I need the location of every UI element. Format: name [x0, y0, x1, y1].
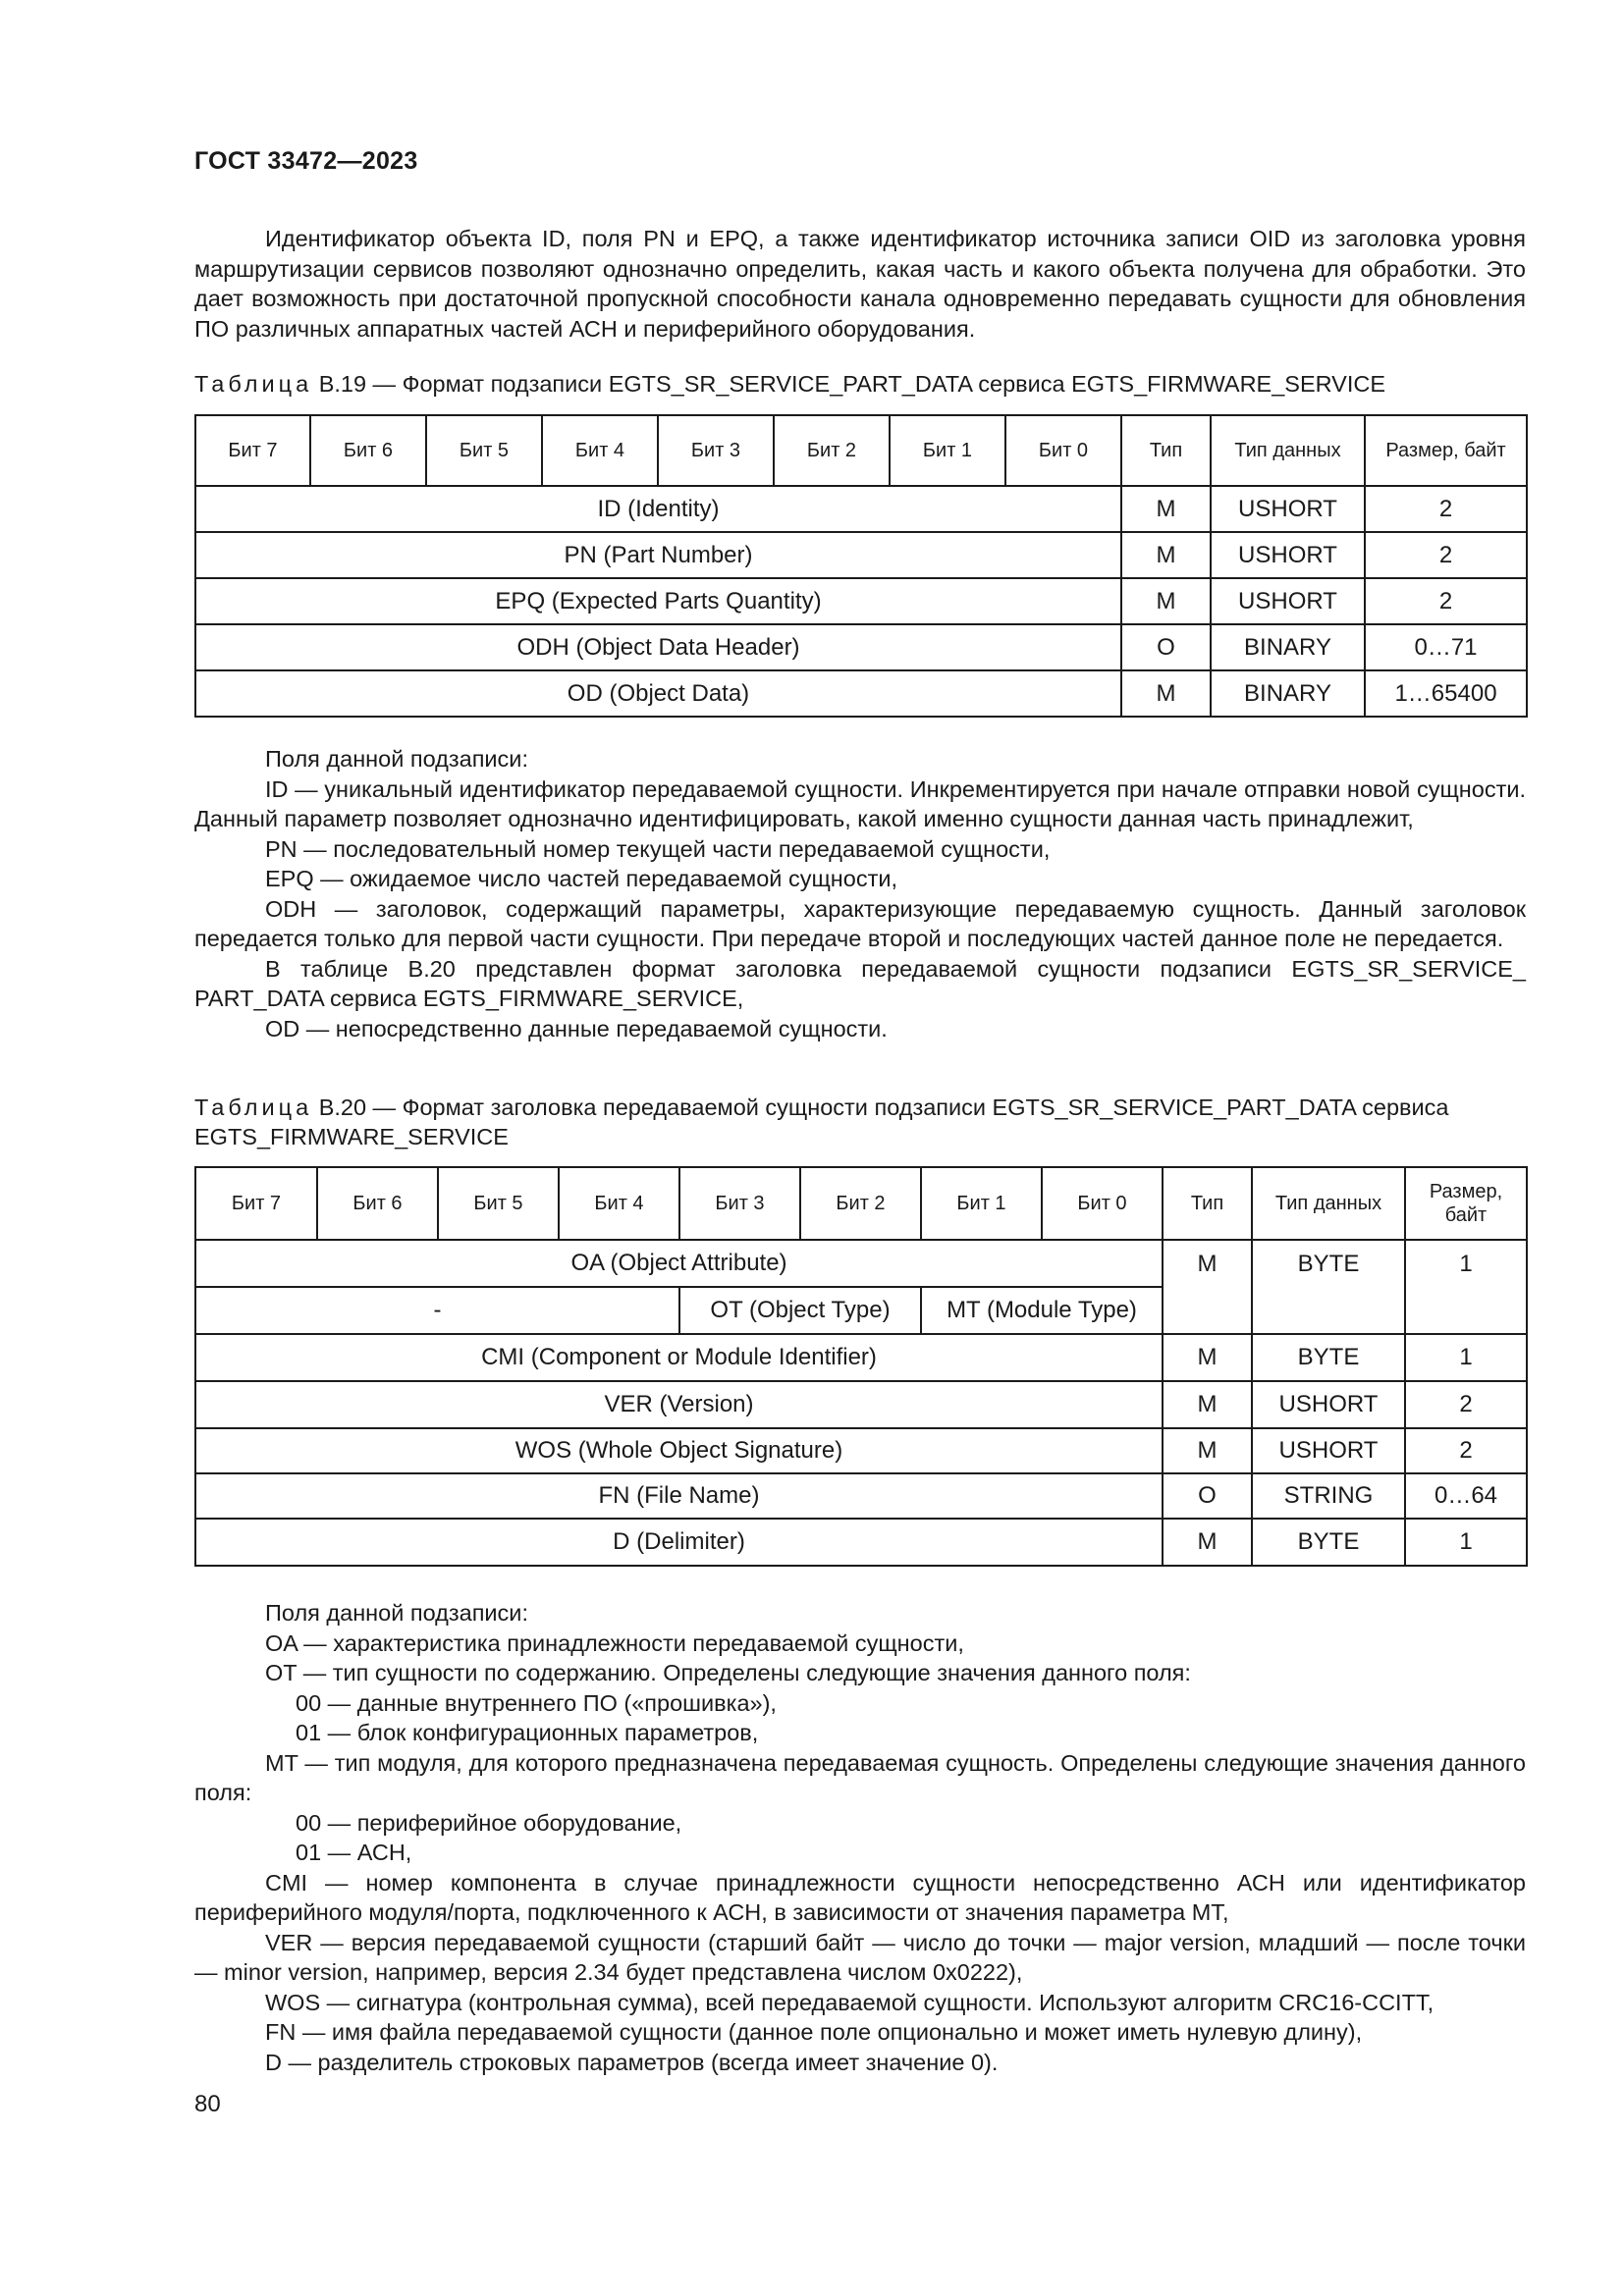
field-data-type: BYTE — [1252, 1519, 1405, 1566]
field-data-type: BINARY — [1211, 624, 1365, 670]
desc-oa: OA — характеристика принадлежности передаваемой сущности, — [265, 1629, 964, 1656]
table-b19-field-descriptions — [194, 744, 1526, 1043]
header-bit3: Бит 3 — [679, 1167, 800, 1240]
object-type-bits: OT (Object Type) — [679, 1287, 921, 1334]
field-name: VER (Version) — [195, 1381, 1163, 1428]
table-row — [195, 1240, 1527, 1287]
header-bit5: Бит 5 — [426, 415, 542, 486]
document-header: ГОСТ 33472—2023 — [194, 147, 418, 175]
table-row — [195, 1519, 1527, 1566]
field-type: O — [1163, 1473, 1252, 1519]
header-bit4: Бит 4 — [542, 415, 658, 486]
module-type-bits: MT (Module Type) — [921, 1287, 1163, 1334]
table-row — [195, 670, 1527, 717]
field-data-type: BINARY — [1211, 670, 1365, 717]
table-header-row — [195, 415, 1527, 486]
desc-id: ID — уникальный идентификатор передаваемой сущности. Инкрементируется при начале отправки новой сущности. Данный параметр позволяет однозначно идентифицировать, какой именно сущности данная часть принадлежит, — [194, 775, 1526, 831]
field-name: OD (Object Data) — [195, 670, 1121, 717]
intro-paragraph: Идентификатор объекта ID, поля PN и EPQ, а также идентификатор источника записи OID из заголовка уровня маршрутизации сервисов позволяют однозначно определить, какая часть и какого объекта получена для обработки. Это дает возможность при достаточной пропускной способности канала одновременно передавать сущности для обновления ПО различных аппаратных частей АСН и периферийного оборудования. — [194, 226, 1526, 342]
header-bit0: Бит 0 — [1005, 415, 1121, 486]
field-type: M — [1163, 1519, 1252, 1566]
table-row — [195, 486, 1527, 532]
field-name: EPQ (Expected Parts Quantity) — [195, 578, 1121, 624]
field-name: ODH (Object Data Header) — [195, 624, 1121, 670]
table-b19 — [194, 414, 1528, 718]
field-type: M — [1163, 1428, 1252, 1473]
field-size: 2 — [1365, 532, 1527, 578]
header-bit1: Бит 1 — [890, 415, 1005, 486]
desc-cmi: CMI — номер компонента в случае принадлежности сущности непосредственно АСН или идентификатор периферийного модуля/порта, подключенного к АСН, в зависимости от значения параметра MT, — [194, 1869, 1526, 1925]
field-size: 0…71 — [1365, 624, 1527, 670]
field-size: 2 — [1365, 578, 1527, 624]
field-data-type: STRING — [1252, 1473, 1405, 1519]
field-data-type: USHORT — [1211, 578, 1365, 624]
field-size: 2 — [1405, 1428, 1527, 1473]
header-size: Размер, байт — [1365, 415, 1527, 486]
header-bit7: Бит 7 — [195, 415, 310, 486]
table-row — [195, 624, 1527, 670]
field-data-type: USHORT — [1252, 1381, 1405, 1428]
caption-text: В.20 — Формат заголовка передаваемой сущности подзаписи EGTS_SR_SERVICE_PART_DATA сервиса EGTS_FIRMWARE_SERVICE — [194, 1095, 1449, 1149]
header-bit5: Бит 5 — [438, 1167, 559, 1240]
field-type: M — [1121, 532, 1211, 578]
field-size: 1 — [1405, 1334, 1527, 1381]
desc-mt: MT — тип модуля, для которого предназначена передаваемая сущность. Определены следующие значения данного поля: — [194, 1749, 1526, 1805]
field-name: CMI (Component or Module Identifier) — [195, 1334, 1163, 1381]
field-type: M — [1121, 486, 1211, 532]
field-size: 1 — [1405, 1240, 1527, 1334]
desc-wos: WOS — сигнатура (контрольная сумма), всей передаваемой сущности. Используют алгоритм CRC16-CCITT, — [265, 1989, 1435, 2015]
desc-intro: Поля данной подзаписи: — [265, 746, 528, 772]
header-bit6: Бит 6 — [310, 415, 426, 486]
table-b20-field-descriptions — [194, 1598, 1526, 2077]
table-b19-caption — [194, 369, 1526, 399]
desc-intro: Поля данной подзаписи: — [265, 1600, 528, 1626]
table-row — [195, 1473, 1527, 1519]
header-bit2: Бит 2 — [774, 415, 890, 486]
table-row — [195, 578, 1527, 624]
header-type: Тип — [1121, 415, 1211, 486]
desc-fn: FN — имя файла передаваемой сущности (данное поле опционально и может иметь нулевую длину), — [265, 2019, 1363, 2045]
table-b20 — [194, 1166, 1528, 1567]
header-data-type: Тип данных — [1211, 415, 1365, 486]
field-size: 2 — [1405, 1381, 1527, 1428]
table-header-row — [195, 1167, 1527, 1240]
header-size: Размер, байт — [1405, 1167, 1527, 1240]
field-size: 1 — [1405, 1519, 1527, 1566]
desc-odh: ODH — заголовок, содержащий параметры, характеризующие передаваемую сущность. Данный заголовок передается только для первой части сущности. При передаче второй и последующих частей данное поле не передается. — [194, 895, 1526, 951]
desc-ot-00: 00 — данные внутреннего ПО («прошивка»), — [296, 1689, 777, 1716]
header-bit7: Бит 7 — [195, 1167, 317, 1240]
field-name: WOS (Whole Object Signature) — [195, 1428, 1163, 1473]
desc-d: D — разделитель строковых параметров (всегда имеет значение 0). — [265, 2049, 999, 2075]
table-row — [195, 1381, 1527, 1428]
desc-mt-01: 01 — АСН, — [296, 1840, 412, 1865]
table-b20-caption — [194, 1093, 1526, 1151]
header-bit4: Бит 4 — [559, 1167, 679, 1240]
field-size: 1…65400 — [1365, 670, 1527, 717]
desc-ot-01: 01 — блок конфигурационных параметров, — [296, 1720, 759, 1745]
field-type: O — [1121, 624, 1211, 670]
field-data-type: BYTE — [1252, 1240, 1405, 1334]
field-size: 2 — [1365, 486, 1527, 532]
table-row — [195, 1334, 1527, 1381]
desc-ref: В таблице В.20 представлен формат заголовка передаваемой сущности подзаписи EGTS_SR_SERVICE_ PART_DATA сервиса EGTS_FIRMWARE_SERVICE, — [194, 955, 1526, 1011]
field-name: D (Delimiter) — [195, 1519, 1163, 1566]
field-name: FN (File Name) — [195, 1473, 1163, 1519]
field-data-type: USHORT — [1211, 532, 1365, 578]
table-row — [195, 532, 1527, 578]
field-name: ID (Identity) — [195, 486, 1121, 532]
header-bit2: Бит 2 — [800, 1167, 921, 1240]
desc-mt-00: 00 — периферийное оборудование, — [296, 1809, 682, 1836]
field-data-type: BYTE — [1252, 1334, 1405, 1381]
field-type: M — [1163, 1381, 1252, 1428]
desc-pn: PN — последовательный номер текущей части передаваемой сущности, — [265, 835, 1051, 862]
caption-text: В.19 — Формат подзаписи EGTS_SR_SERVICE_PART_DATA сервиса EGTS_FIRMWARE_SERVICE — [318, 371, 1386, 397]
caption-label: Таблица — [194, 1095, 313, 1120]
field-type: M — [1121, 670, 1211, 717]
desc-od: OD — непосредственно данные передаваемой сущности. — [265, 1015, 888, 1041]
header-bit6: Бит 6 — [317, 1167, 438, 1240]
page-number: 80 — [194, 2091, 221, 2117]
reserved-bits: - — [195, 1287, 679, 1334]
table-row — [195, 1428, 1527, 1473]
field-type: M — [1121, 578, 1211, 624]
header-type: Тип — [1163, 1167, 1252, 1240]
desc-epq: EPQ — ожидаемое число частей передаваемой сущности, — [265, 866, 897, 891]
header-data-type: Тип данных — [1252, 1167, 1405, 1240]
field-type: M — [1163, 1240, 1252, 1334]
field-name: PN (Part Number) — [195, 532, 1121, 578]
field-data-type: USHORT — [1211, 486, 1365, 532]
field-size: 0…64 — [1405, 1473, 1527, 1519]
header-bit3: Бит 3 — [658, 415, 774, 486]
field-type: M — [1163, 1334, 1252, 1381]
header-bit1: Бит 1 — [921, 1167, 1042, 1240]
caption-label: Таблица — [194, 371, 313, 397]
field-name: OA (Object Attribute) — [195, 1240, 1163, 1287]
field-data-type: USHORT — [1252, 1428, 1405, 1473]
header-bit0: Бит 0 — [1042, 1167, 1163, 1240]
desc-ver: VER — версия передаваемой сущности (старший байт — число до точки — major version, младший — после точки — minor version, например, версия 2.34 будет представлена числом 0x0222), — [194, 1929, 1526, 1985]
desc-ot: OT — тип сущности по содержанию. Определены следующие значения данного поля: — [265, 1660, 1191, 1685]
